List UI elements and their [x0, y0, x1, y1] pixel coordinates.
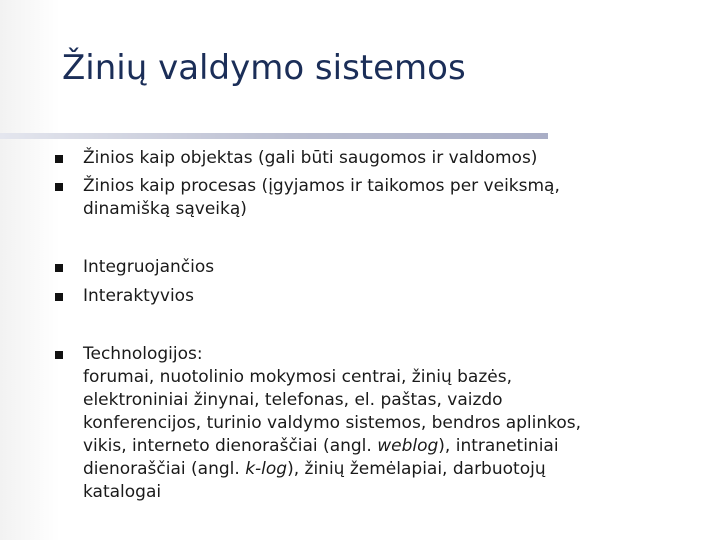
bullet-text: Žinios kaip objektas (gali būti saugomos ir valdomos)	[83, 148, 538, 168]
square-bullet-icon	[55, 351, 63, 359]
square-bullet-icon	[55, 155, 63, 163]
bullet-text: Interaktyvios	[83, 286, 194, 306]
bullet-text-part: ), žinių žemėlapiai, darbuotojų katalogai	[83, 459, 546, 502]
square-bullet-icon	[55, 293, 63, 301]
italic-term-weblog: weblog	[377, 436, 439, 456]
bullet-text	[83, 343, 693, 504]
square-bullet-icon	[55, 264, 63, 272]
bullet-text: Integruojančios	[83, 257, 215, 277]
bullet-text-part: ), intranetiniai dienoraščiai (angl.	[83, 436, 559, 479]
bullet-text: Žinios kaip procesas (įgyjamos ir taikomos per veiksmą, dinamišką sąveiką)	[83, 176, 560, 219]
bullet-text-part: Technologijos: forumai, nuotolinio mokymosi centrai, žinių bazės, elektroniniai žinynai, telefonas, el. paštas, vaizdo konferencijos, turinio valdymo sistemos, bendros aplinkos, vikis, interneto dienoraščiai (angl.	[83, 344, 582, 456]
italic-term-klog: k-log	[245, 459, 288, 479]
square-bullet-icon	[55, 183, 63, 191]
slide-title: Žinių valdymo sistemos	[62, 48, 466, 88]
title-divider	[0, 133, 548, 139]
